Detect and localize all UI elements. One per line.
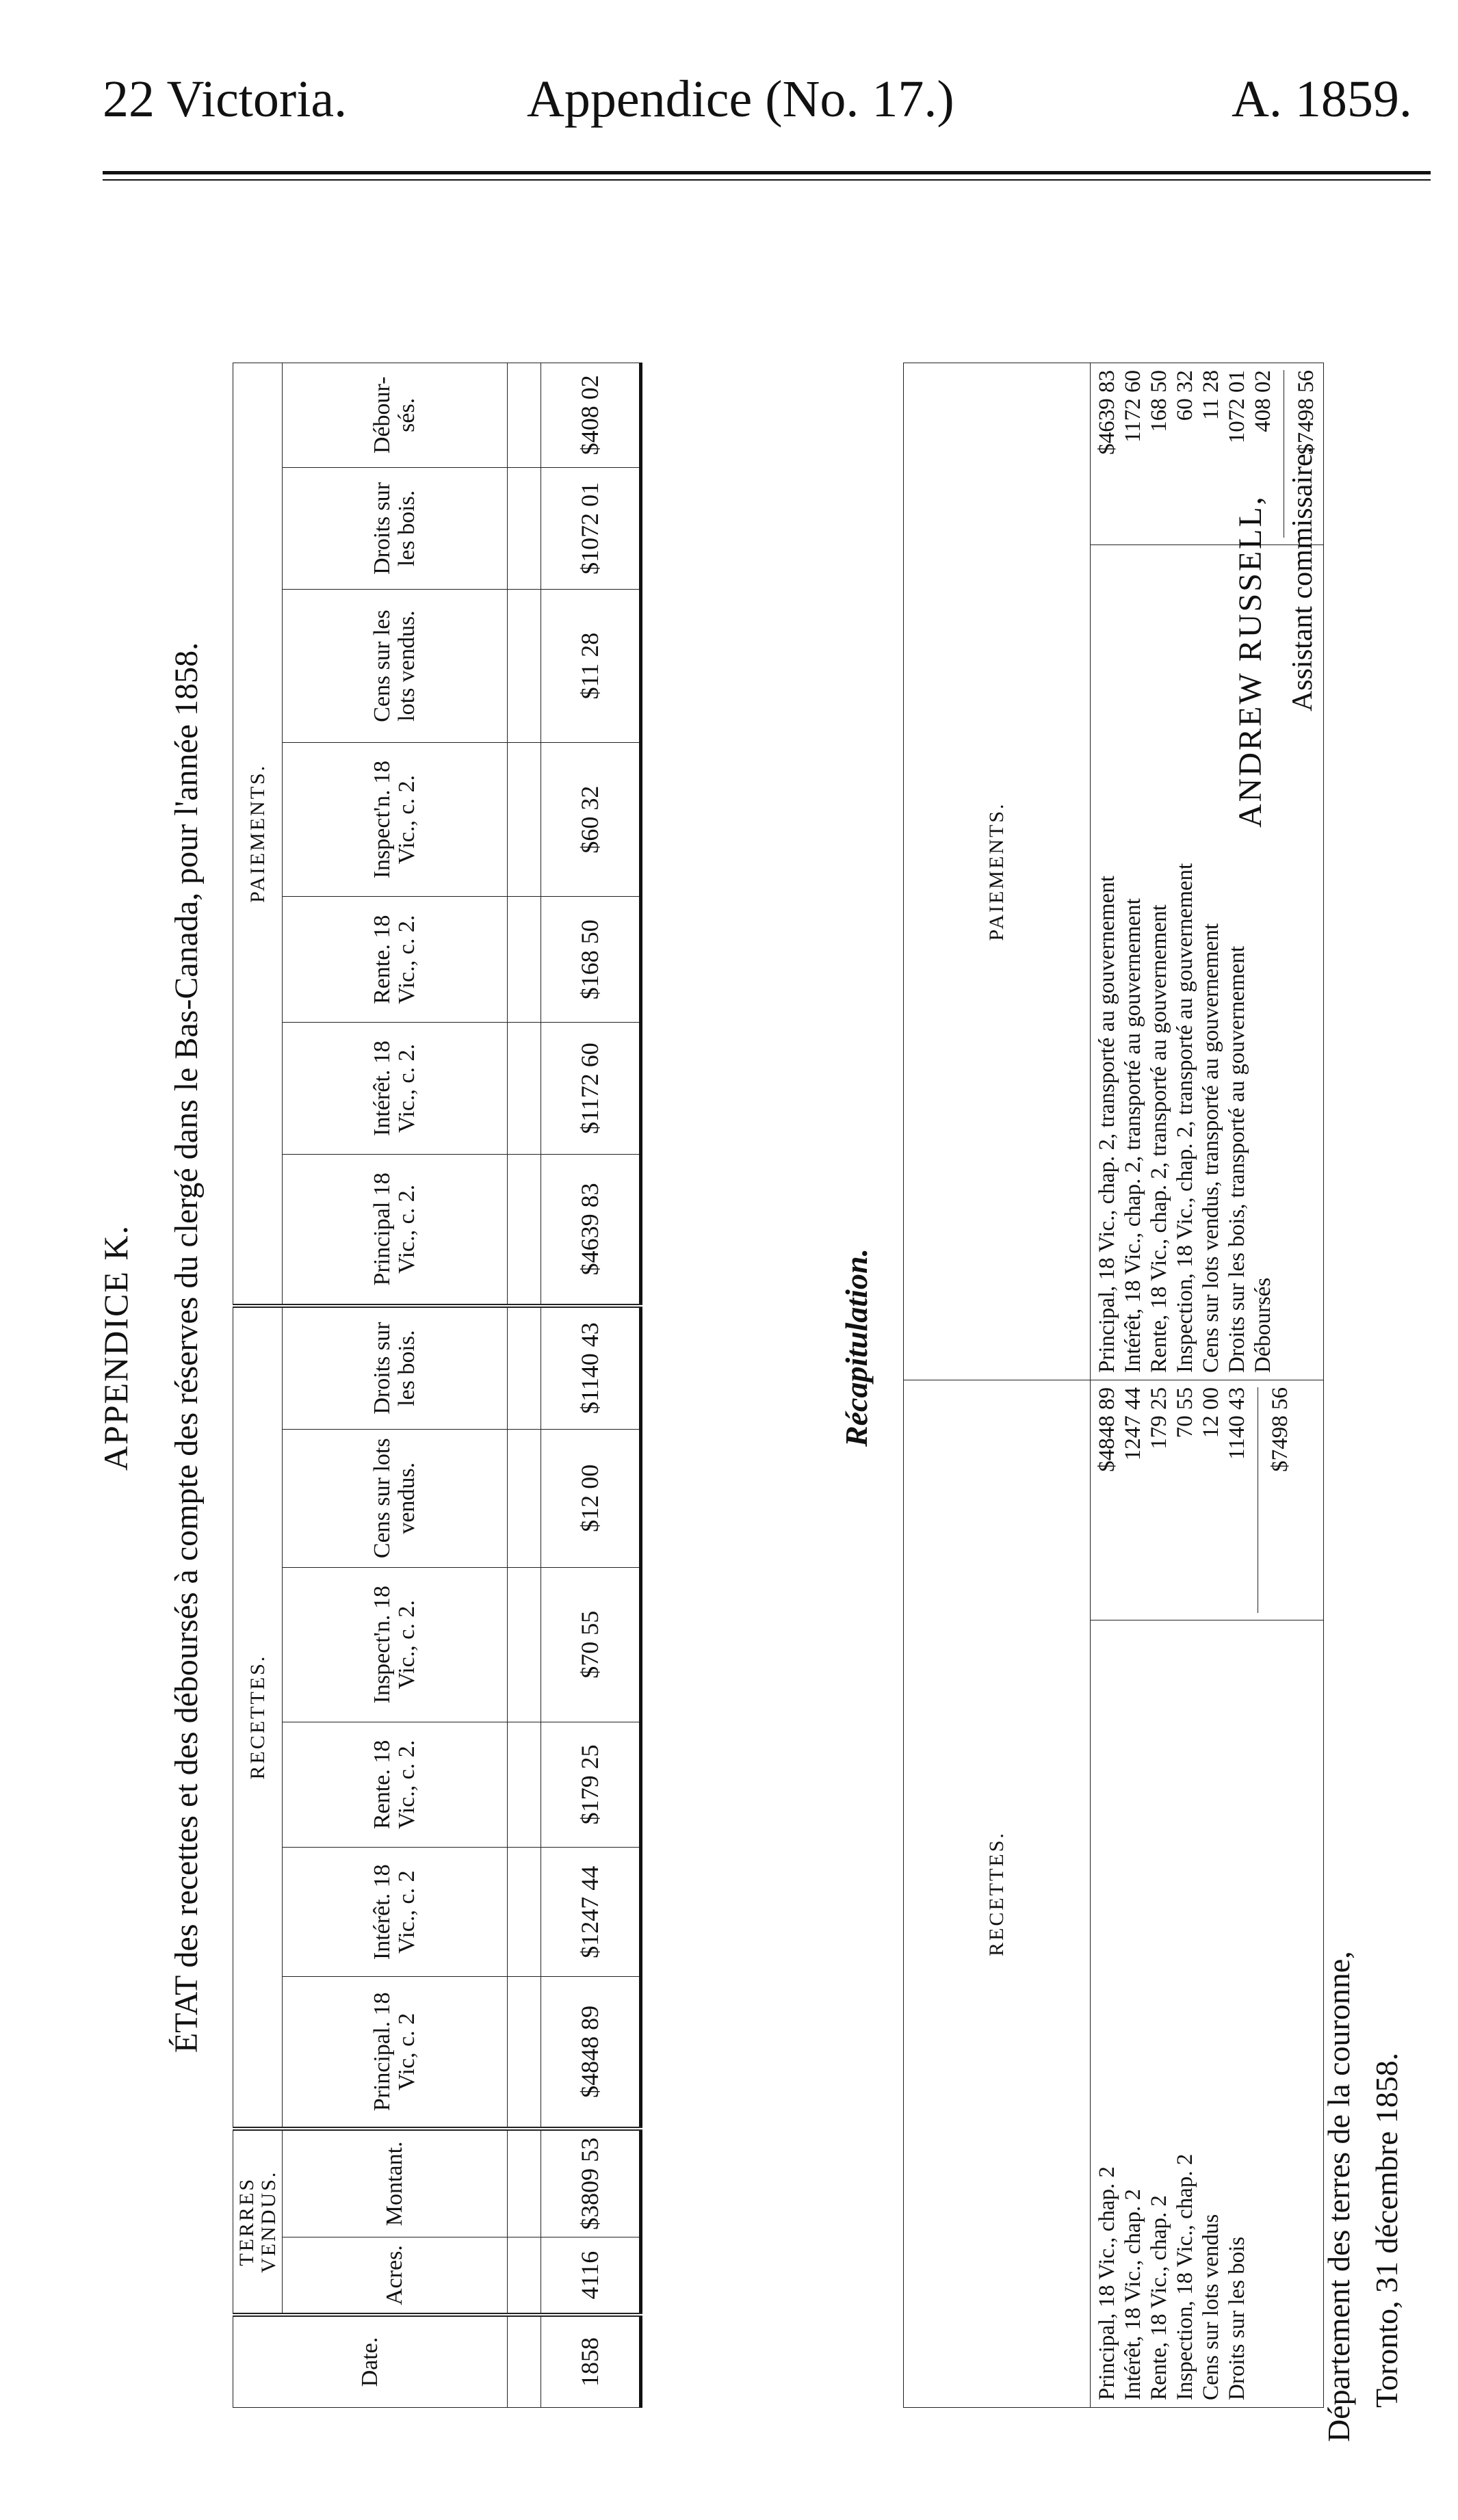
recap-recettes-labels (1091, 1620, 1324, 2408)
recap-paiement-amount: $4639 83 (1095, 370, 1119, 455)
group-recettes: RECETTES. (233, 1306, 283, 2129)
recap-recette-label: Inspection, 18 Vic., chap. 2 (1172, 2153, 1197, 2400)
signature-role: Assistant commissaire. (1287, 446, 1318, 711)
col-p-principal: Principal 18 Vic., c. 2. (283, 1155, 508, 1306)
cell-acres: 4116 (541, 2237, 641, 2315)
cell-p-rente: $168 50 (541, 897, 641, 1023)
header-left: 22 Victoria. (103, 70, 348, 128)
date-line: Toronto, 31 décembre 1858. (1369, 2052, 1404, 2408)
col-r-principal: Principal. 18 Vic, c. 2 (283, 1977, 508, 2129)
recap-paiement-amount: 11 28 (1198, 370, 1223, 421)
signature-name: ANDREW RUSSELL, (1232, 495, 1268, 828)
col-r-droits: Droits sur les bois. (283, 1306, 508, 1429)
cell-r-cens: $12 00 (541, 1429, 641, 1567)
cell-r-inspection: $70 55 (541, 1567, 641, 1722)
col-r-interet: Intérêt. 18 Vic., c. 2 (283, 1848, 508, 1977)
header-rule-thin (103, 179, 1431, 181)
cell-r-principal: $4848 89 (541, 1977, 641, 2129)
cell-p-debourses: $408 02 (541, 363, 641, 468)
cell-r-interet: $1247 44 (541, 1848, 641, 1977)
rotated-page-content (96, 287, 1444, 2442)
col-acres: Acres. (283, 2237, 508, 2315)
col-r-rente: Rente. 18 Vic., c. 2. (283, 1722, 508, 1848)
recap-paiements-header: PAIEMENTS. (904, 363, 1091, 1380)
recap-recette-amount: 1247 44 (1120, 1387, 1145, 1461)
recap-paiement-amount: 408 02 (1250, 370, 1275, 432)
recap-recette-label: Rente, 18 Vic., chap. 2 (1146, 2195, 1171, 2400)
col-p-droits: Droits sur les bois. (283, 467, 508, 590)
recap-recette-amount: 12 00 (1198, 1387, 1223, 1439)
cell-p-droits: $1072 01 (541, 467, 641, 590)
recap-recettes-total: $7498 56 (1258, 1387, 1293, 1613)
recap-paiement-amount: 60 32 (1172, 370, 1197, 421)
recap-recettes-amounts (1091, 1380, 1324, 1620)
recap-recette-amount: 1140 43 (1224, 1387, 1249, 1460)
recap-paiement-amount: 168 50 (1146, 370, 1171, 432)
cell-p-interet: $1172 60 (541, 1023, 641, 1155)
recap-paiement-label: Intérêt, 18 Vic., chap. 2, transporté au gouvernement (1120, 898, 1145, 1373)
header-right: A. 1859. (1232, 70, 1412, 128)
recap-recette-amount: 70 55 (1172, 1387, 1197, 1439)
recap-paiement-label: Inspection, 18 Vic., chap. 2, transporté au gouvernement (1172, 863, 1197, 1373)
recap-paiement-amount: 1172 60 (1120, 370, 1145, 443)
col-r-inspection: Inspect'n. 18 Vic., c. 2. (283, 1567, 508, 1722)
recap-recettes-header: RECETTES. (904, 1380, 1091, 2408)
recap-paiement-label: Rente, 18 Vic., chap. 2, transporté au gouvernement (1146, 904, 1171, 1373)
col-r-cens: Cens sur lots vendus. (283, 1429, 508, 1567)
col-p-debourses: Débour- sés. (283, 363, 508, 468)
group-terres-vendus: TERRES VENDUS. (233, 2129, 283, 2315)
col-p-interet: Intérêt. 18 Vic., c. 2. (283, 1023, 508, 1155)
col-p-cens: Cens sur les lots vendus. (283, 590, 508, 743)
recap-paiement-label: Principal, 18 Vic., chap. 2, transporté au gouvernement (1095, 876, 1119, 1373)
receipts-payments-table (233, 363, 642, 2408)
recap-paiement-label: Déboursés (1250, 1277, 1275, 1373)
recap-recette-label: Cens sur lots vendus (1198, 2214, 1223, 2400)
recap-paiement-label: Cens sur lots vendus, transporté au gouvernement (1198, 923, 1223, 1373)
recap-recette-label: Droits sur les bois (1224, 2236, 1249, 2400)
recap-recette-amount: 179 25 (1146, 1387, 1171, 1449)
col-date: Date. (233, 2315, 508, 2408)
recap-paiement-label: Droits sur les bois, transporté au gouvernement (1224, 945, 1249, 1373)
cell-r-droits: $1140 43 (541, 1306, 641, 1429)
statement-subtitle: ÉTAT des recettes et des déboursés à compte des réserves du clergé dans le Bas-Canada, pour l'année 1858. (168, 642, 205, 2053)
cell-montant: $3809 53 (541, 2129, 641, 2237)
appendix-title: APPENDICE K. (96, 1224, 135, 1471)
header-rule (103, 171, 1431, 174)
header-center: Appendice (No. 17.) (527, 70, 954, 128)
recap-paiement-amount: 1072 01 (1224, 370, 1249, 444)
cell-date: 1858 (541, 2315, 641, 2408)
col-p-inspection: Inspect'n. 18 Vic., c. 2. (283, 742, 508, 897)
recap-recette-amount: $4848 89 (1095, 1387, 1119, 1472)
cell-p-inspection: $60 32 (541, 742, 641, 897)
group-paiements: PAIEMENTS. (233, 363, 283, 1306)
recap-recette-label: Principal, 18 Vic., chap. 2 (1095, 2166, 1119, 2400)
col-montant: Montant. (283, 2129, 508, 2237)
recap-recette-label: Intérêt, 18 Vic., chap. 2 (1120, 2189, 1145, 2400)
recap-title: Récapitulation. (839, 1248, 874, 1447)
cell-r-rente: $179 25 (541, 1722, 641, 1848)
recap-paiements-total: $7498 56 (1284, 370, 1319, 538)
col-p-rente: Rente. 18 Vic., c. 2. (283, 897, 508, 1023)
cell-p-principal: $4639 83 (541, 1155, 641, 1306)
cell-p-cens: $11 28 (541, 590, 641, 743)
department-line: Département des terres de la couronne, (1321, 1951, 1356, 2442)
